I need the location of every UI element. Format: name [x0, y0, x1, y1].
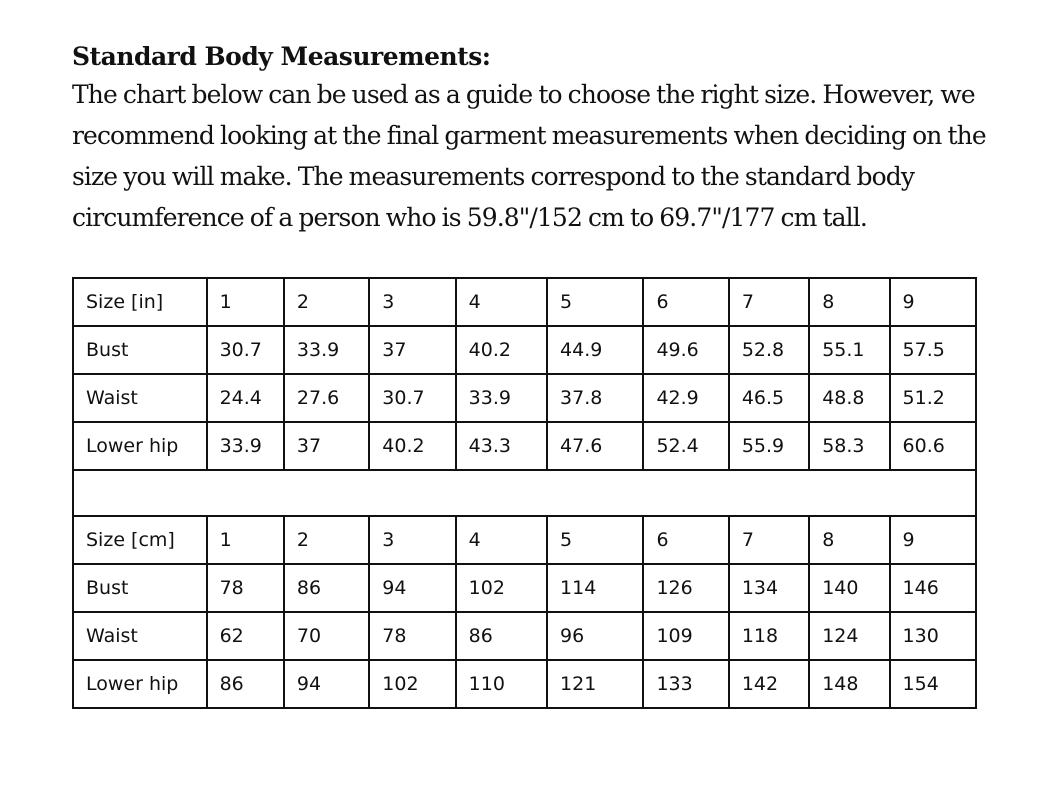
table-cell: 94 — [284, 660, 369, 708]
table-row — [73, 612, 976, 660]
table-cell: 96 — [547, 612, 643, 660]
table-cell: 30.7 — [207, 326, 284, 374]
row-label-cell: Lower hip — [73, 422, 207, 470]
table-cell: 9 — [890, 278, 976, 326]
table-cell: 37 — [369, 326, 455, 374]
table-cell: 33.9 — [456, 374, 547, 422]
table-cell: 51.2 — [890, 374, 976, 422]
table-cell: 109 — [643, 612, 728, 660]
table-cell: 86 — [456, 612, 547, 660]
row-label-cell: Size [in] — [73, 278, 207, 326]
table-cell: 3 — [369, 278, 455, 326]
table-cell: 47.6 — [547, 422, 643, 470]
row-label-cell: Bust — [73, 326, 207, 374]
table-header-row — [73, 516, 976, 564]
table-cell: 94 — [369, 564, 455, 612]
table-cell: 2 — [284, 278, 369, 326]
table-cell: 126 — [643, 564, 728, 612]
table-cell: 134 — [729, 564, 809, 612]
table-cell: 6 — [643, 516, 728, 564]
table-row — [73, 564, 976, 612]
table-cell: 52.8 — [729, 326, 809, 374]
table-cell: 133 — [643, 660, 728, 708]
table-cell: 1 — [207, 516, 284, 564]
row-label-cell: Lower hip — [73, 660, 207, 708]
table-cell: 33.9 — [284, 326, 369, 374]
table-cell: 6 — [643, 278, 728, 326]
table-cell: 48.8 — [809, 374, 889, 422]
table-cell: 146 — [890, 564, 976, 612]
table-cell: 86 — [284, 564, 369, 612]
table-cell: 142 — [729, 660, 809, 708]
table-cell: 110 — [456, 660, 547, 708]
table-row — [73, 422, 976, 470]
row-label-cell: Bust — [73, 564, 207, 612]
intro-paragraph: The chart below can be used as a guide to choose the right size. However, we recommend looking at the final garment measurements when deciding on the size you will make. The measurements correspond to the standard body circumference of a person who is 59.8"/152 cm to 69.7"/177 cm tall. — [72, 80, 986, 232]
table-cell: 148 — [809, 660, 889, 708]
table-cell: 57.5 — [890, 326, 976, 374]
table-row — [73, 374, 976, 422]
table-cell: 70 — [284, 612, 369, 660]
row-label-cell: Waist — [73, 374, 207, 422]
table-cell: 43.3 — [456, 422, 547, 470]
table-cell: 7 — [729, 278, 809, 326]
table-cell: 4 — [456, 516, 547, 564]
table-cell: 118 — [729, 612, 809, 660]
table-cell: 40.2 — [456, 326, 547, 374]
row-label-cell: Size [cm] — [73, 516, 207, 564]
table-cell: 37 — [284, 422, 369, 470]
table-cell: 9 — [890, 516, 976, 564]
table-cell: 121 — [547, 660, 643, 708]
table-cell: 37.8 — [547, 374, 643, 422]
size-chart-body — [73, 278, 976, 708]
table-cell: 55.1 — [809, 326, 889, 374]
table-cell: 140 — [809, 564, 889, 612]
table-cell: 60.6 — [890, 422, 976, 470]
table-cell: 7 — [729, 516, 809, 564]
table-cell: 62 — [207, 612, 284, 660]
table-cell: 154 — [890, 660, 976, 708]
table-cell: 124 — [809, 612, 889, 660]
table-cell: 2 — [284, 516, 369, 564]
page-title: Standard Body Measurements: — [72, 42, 491, 71]
table-cell: 78 — [207, 564, 284, 612]
table-cell: 5 — [547, 516, 643, 564]
table-cell: 1 — [207, 278, 284, 326]
table-row — [73, 326, 976, 374]
table-cell: 49.6 — [643, 326, 728, 374]
table-cell: 8 — [809, 516, 889, 564]
table-cell: 46.5 — [729, 374, 809, 422]
table-cell: 3 — [369, 516, 455, 564]
table-cell: 130 — [890, 612, 976, 660]
table-cell: 30.7 — [369, 374, 455, 422]
table-header-row — [73, 278, 976, 326]
table-cell: 33.9 — [207, 422, 284, 470]
table-cell: 55.9 — [729, 422, 809, 470]
table-spacer-row — [73, 470, 976, 516]
table-cell: 5 — [547, 278, 643, 326]
document-text — [72, 40, 1002, 238]
table-cell: 78 — [369, 612, 455, 660]
table-cell: 52.4 — [643, 422, 728, 470]
table-row — [73, 660, 976, 708]
table-cell: 27.6 — [284, 374, 369, 422]
table-cell: 86 — [207, 660, 284, 708]
table-cell: 4 — [456, 278, 547, 326]
table-cell: 58.3 — [809, 422, 889, 470]
table-cell: 24.4 — [207, 374, 284, 422]
table-cell: 114 — [547, 564, 643, 612]
table-cell: 40.2 — [369, 422, 455, 470]
size-chart-table — [72, 277, 977, 709]
table-cell: 44.9 — [547, 326, 643, 374]
table-cell: 102 — [369, 660, 455, 708]
row-label-cell: Waist — [73, 612, 207, 660]
table-cell: 102 — [456, 564, 547, 612]
table-cell: 8 — [809, 278, 889, 326]
spacer-cell — [73, 470, 976, 516]
table-cell: 42.9 — [643, 374, 728, 422]
